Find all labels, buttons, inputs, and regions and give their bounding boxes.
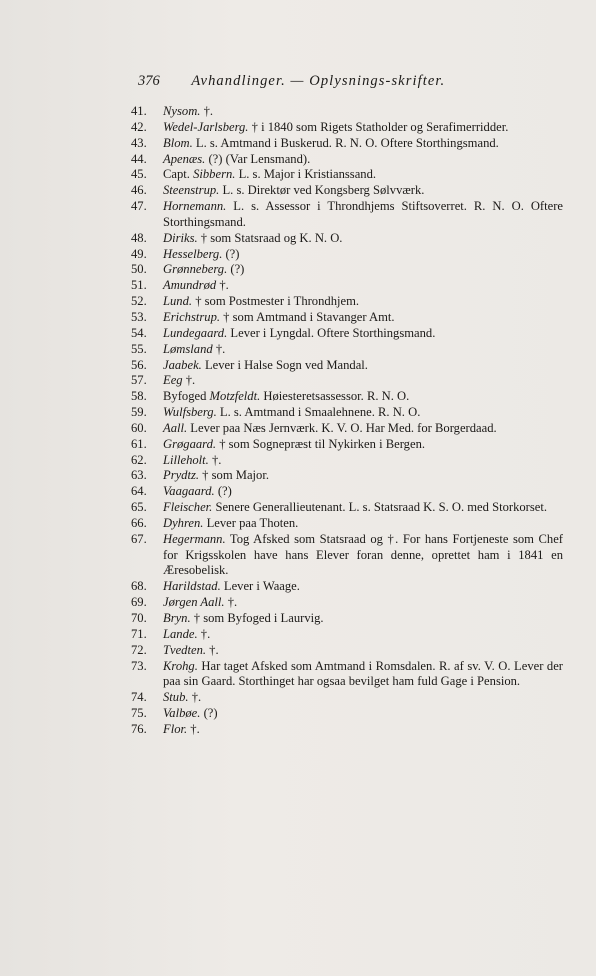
entry-name: Dyhren. xyxy=(163,515,204,530)
entry-description: L. s. Amtmand i Buskerud. R. N. O. Oftere Storthingsmand. xyxy=(192,135,499,150)
list-item xyxy=(131,500,563,516)
list-item xyxy=(131,659,563,691)
entry-number: 53. xyxy=(131,309,147,324)
entry-description: Lever i Lyngdal. Oftere Storthingsmand. xyxy=(227,325,436,340)
entry-name: Lømsland xyxy=(163,341,213,356)
entry-text xyxy=(163,278,563,294)
entry-description: †. xyxy=(206,642,219,657)
entry-name: Jørgen Aall. xyxy=(163,595,225,610)
entry-description: Lever paa Thoten. xyxy=(203,515,299,530)
entry-text xyxy=(163,389,563,405)
entry-description: L. s. Assessor i Throndhjems Stiftsoverret. R. N. O. Oftere Storthingsmand. xyxy=(163,199,563,229)
entry-name: Erichstrup. xyxy=(163,309,221,324)
entry-name: Tvedten. xyxy=(163,642,207,657)
list-item xyxy=(131,706,563,722)
entry-number: 50. xyxy=(131,262,147,277)
entry-name: Amundrød xyxy=(163,278,217,293)
list-item xyxy=(131,326,563,342)
list-item xyxy=(131,167,563,183)
entry-number: 71. xyxy=(131,626,147,641)
entry-description: †. xyxy=(197,626,211,641)
entry-number: 42. xyxy=(131,119,147,134)
entry-name: Flor. xyxy=(163,721,188,736)
entry-description: †. xyxy=(208,452,222,467)
entry-description: † i 1840 som Rigets Statholder og Serafimerridder. xyxy=(248,119,509,134)
entry-description: Lever paa Næs Jernværk. K. V. O. Har Med. for Borgerdaad. xyxy=(187,420,497,435)
entry-number: 47. xyxy=(131,199,147,214)
entry-name: Hesselberg. xyxy=(163,246,223,261)
entry-number: 45. xyxy=(131,167,147,182)
entry-name: Hornemann. xyxy=(163,199,227,214)
entry-description: L. s. Amtmand i Smaalehnene. R. N. O. xyxy=(216,405,421,420)
entry-name: Grønneberg. xyxy=(163,262,228,277)
entry-description: †. xyxy=(187,721,200,736)
entry-name: Krohg. xyxy=(163,658,198,673)
entry-name: Vaagaard. xyxy=(163,484,215,499)
entry-number: 49. xyxy=(131,246,147,261)
entry-name: Eeg xyxy=(163,373,183,388)
entry-description: Har taget Afsked som Amtmand i Romsdalen. R. af sv. V. O. Lever der paa sin Gaard. Storthinget har ogsaa bevilget ham fuld Gage i Pension. xyxy=(163,658,563,689)
list-item xyxy=(131,437,563,453)
entry-description: Senere Generallieutenant. L. s. Statsraad K. S. O. med Storkorset. xyxy=(212,500,548,515)
entry-description: Høiesteretsassessor. R. N. O. xyxy=(260,389,410,404)
list-item xyxy=(131,278,563,294)
entry-number: 64. xyxy=(131,484,147,499)
entry-number: 51. xyxy=(131,278,147,293)
entry-number: 59. xyxy=(131,405,147,420)
entry-text xyxy=(163,500,563,516)
list-item xyxy=(131,136,563,152)
list-item xyxy=(131,247,563,263)
entry-description: †. xyxy=(224,595,238,610)
entry-title-prefix: Byfoged xyxy=(163,389,210,404)
list-item xyxy=(131,468,563,484)
entry-description: (?) xyxy=(222,246,240,261)
entry-name: Bryn. xyxy=(163,611,191,625)
entry-number: 72. xyxy=(131,642,147,657)
entry-text xyxy=(163,595,563,611)
entry-description: †. xyxy=(212,341,226,356)
entry-text xyxy=(163,484,563,500)
entry-number: 43. xyxy=(131,135,147,150)
list-item xyxy=(131,421,563,437)
entry-description: Lever i Waage. xyxy=(220,579,300,594)
entry-text xyxy=(163,516,563,532)
list-item xyxy=(131,294,563,310)
entry-name: Fleischer. xyxy=(163,500,213,515)
entry-name: Nysom. xyxy=(163,104,201,118)
entry-number: 44. xyxy=(131,151,147,166)
list-item xyxy=(131,199,563,231)
entry-text xyxy=(163,199,563,231)
entry-description: Lever i Halse Sogn ved Mandal. xyxy=(201,357,368,372)
list-item xyxy=(131,627,563,643)
entry-name: Steenstrup. xyxy=(163,183,220,198)
list-item xyxy=(131,484,563,500)
entry-name: Diriks. xyxy=(163,230,198,245)
list-item xyxy=(131,595,563,611)
entry-text xyxy=(163,262,563,278)
entry-text xyxy=(163,532,563,580)
entry-name: Stub. xyxy=(163,690,189,705)
entry-number: 69. xyxy=(131,595,147,610)
entry-number: 56. xyxy=(131,357,147,372)
entry-text xyxy=(163,120,563,136)
entry-text xyxy=(163,405,563,421)
entry-description: †. xyxy=(216,278,229,293)
entry-number: 55. xyxy=(131,341,147,356)
entry-description: †. xyxy=(188,690,202,705)
entry-text xyxy=(163,722,563,738)
entry-number: 52. xyxy=(131,294,147,309)
entry-name: Grøgaard. xyxy=(163,436,217,451)
entry-text xyxy=(163,247,563,263)
entry-number: 73. xyxy=(131,658,147,673)
entry-number: 74. xyxy=(131,690,147,705)
list-item xyxy=(131,310,563,326)
list-item xyxy=(131,579,563,595)
entry-name: Aall. xyxy=(163,420,188,435)
entry-text xyxy=(163,310,563,326)
entry-description: Tog Afsked som Statsraad og †. For hans Fortjeneste som Chef for Krigsskolen have hans Elever foran denne, oprettet ham i 1841 en Æresobelisk. xyxy=(163,531,563,578)
entry-name: Jaabek. xyxy=(163,357,202,372)
entry-description: † som Statsraad og K. N. O. xyxy=(197,230,343,245)
list-item xyxy=(131,152,563,168)
entry-description: † som Sognepræst til Nykirken i Bergen. xyxy=(216,436,426,451)
entry-number: 61. xyxy=(131,436,147,451)
entry-text xyxy=(163,421,563,437)
entry-name: Lande. xyxy=(163,626,198,641)
list-item xyxy=(131,262,563,278)
entry-name: Prydtz. xyxy=(163,468,200,483)
list-item xyxy=(131,722,563,738)
list-item xyxy=(131,516,563,532)
list-item xyxy=(131,104,563,120)
entry-name: Blom. xyxy=(163,135,193,150)
entry-name: Lundegaard. xyxy=(163,325,228,340)
entry-description: † som Postmester i Throndhjem. xyxy=(192,294,360,309)
list-item xyxy=(131,690,563,706)
list-item xyxy=(131,120,563,136)
entry-description: L. s. Direktør ved Kongsberg Sølvværk. xyxy=(219,183,425,198)
list-item xyxy=(131,183,563,199)
entry-description: † som Amtmand i Stavanger Amt. xyxy=(220,309,395,324)
entry-text xyxy=(163,231,563,247)
entry-text xyxy=(163,358,563,374)
entry-number: 65. xyxy=(131,500,147,515)
entry-text xyxy=(163,627,563,643)
list-item xyxy=(131,611,563,627)
entry-number: 66. xyxy=(131,515,147,530)
entry-list xyxy=(131,104,563,738)
entry-number: 57. xyxy=(131,373,147,388)
entry-description: (?) xyxy=(200,706,218,721)
entry-text xyxy=(163,326,563,342)
entry-text xyxy=(163,690,563,706)
entry-number: 48. xyxy=(131,230,147,245)
entry-description: (?) xyxy=(214,484,232,499)
entry-text xyxy=(163,468,563,484)
entry-number: 67. xyxy=(131,531,147,546)
entry-text xyxy=(163,659,563,691)
entry-name: Hegermann. xyxy=(163,531,226,546)
entry-number: 62. xyxy=(131,452,147,467)
entry-text xyxy=(163,183,563,199)
entry-number: 41. xyxy=(131,104,147,118)
entry-number: 68. xyxy=(131,579,147,594)
list-item xyxy=(131,532,563,580)
entry-number: 76. xyxy=(131,721,147,736)
entry-name: Wedel-Jarlsberg. xyxy=(163,119,249,134)
list-item xyxy=(131,643,563,659)
entry-name: Wulfsberg. xyxy=(163,405,217,420)
entry-number: 60. xyxy=(131,420,147,435)
entry-title-prefix: Capt. xyxy=(163,167,194,182)
list-item xyxy=(131,358,563,374)
entry-text xyxy=(163,643,563,659)
entry-text xyxy=(163,152,563,168)
running-title: Avhandlinger. — Oplysnings-skrifter. xyxy=(191,73,446,89)
entry-text xyxy=(163,167,563,183)
entry-description: L. s. Major i Kristianssand. xyxy=(235,167,377,182)
page-number: 376 xyxy=(138,73,160,89)
entry-description: (?) xyxy=(227,262,245,277)
entry-description: †. xyxy=(182,373,196,388)
entry-number: 70. xyxy=(131,611,147,625)
list-item xyxy=(131,231,563,247)
entry-text xyxy=(163,294,563,310)
list-item xyxy=(131,373,563,389)
page-header xyxy=(138,73,558,90)
entry-number: 54. xyxy=(131,325,147,340)
entry-text xyxy=(163,453,563,469)
list-item xyxy=(131,389,563,405)
entry-text xyxy=(163,611,563,627)
entry-text xyxy=(163,579,563,595)
entry-name: Apenæs. xyxy=(163,151,206,166)
entry-text xyxy=(163,104,563,120)
entry-name: Lund. xyxy=(163,294,193,309)
entry-name: Sibbern. xyxy=(193,167,236,182)
entry-name: Harildstad. xyxy=(163,579,221,594)
entry-number: 46. xyxy=(131,183,147,198)
entry-number: 63. xyxy=(131,468,147,483)
entry-name: Motzfeldt. xyxy=(209,389,261,404)
entry-text xyxy=(163,437,563,453)
entry-name: Valbøe. xyxy=(163,706,201,721)
entry-text xyxy=(163,706,563,722)
entry-number: 58. xyxy=(131,389,147,404)
entry-description: †. xyxy=(200,104,214,118)
entry-description: † som Major. xyxy=(199,468,269,483)
list-item xyxy=(131,342,563,358)
entry-text xyxy=(163,342,563,358)
entry-description: † som Byfoged i Laurvig. xyxy=(190,611,324,625)
list-item xyxy=(131,453,563,469)
entry-number: 75. xyxy=(131,706,147,721)
entry-name: Lilleholt. xyxy=(163,452,209,467)
entry-description: (?) (Var Lensmand). xyxy=(205,151,311,166)
entry-text xyxy=(163,136,563,152)
list-item xyxy=(131,405,563,421)
entry-text xyxy=(163,373,563,389)
